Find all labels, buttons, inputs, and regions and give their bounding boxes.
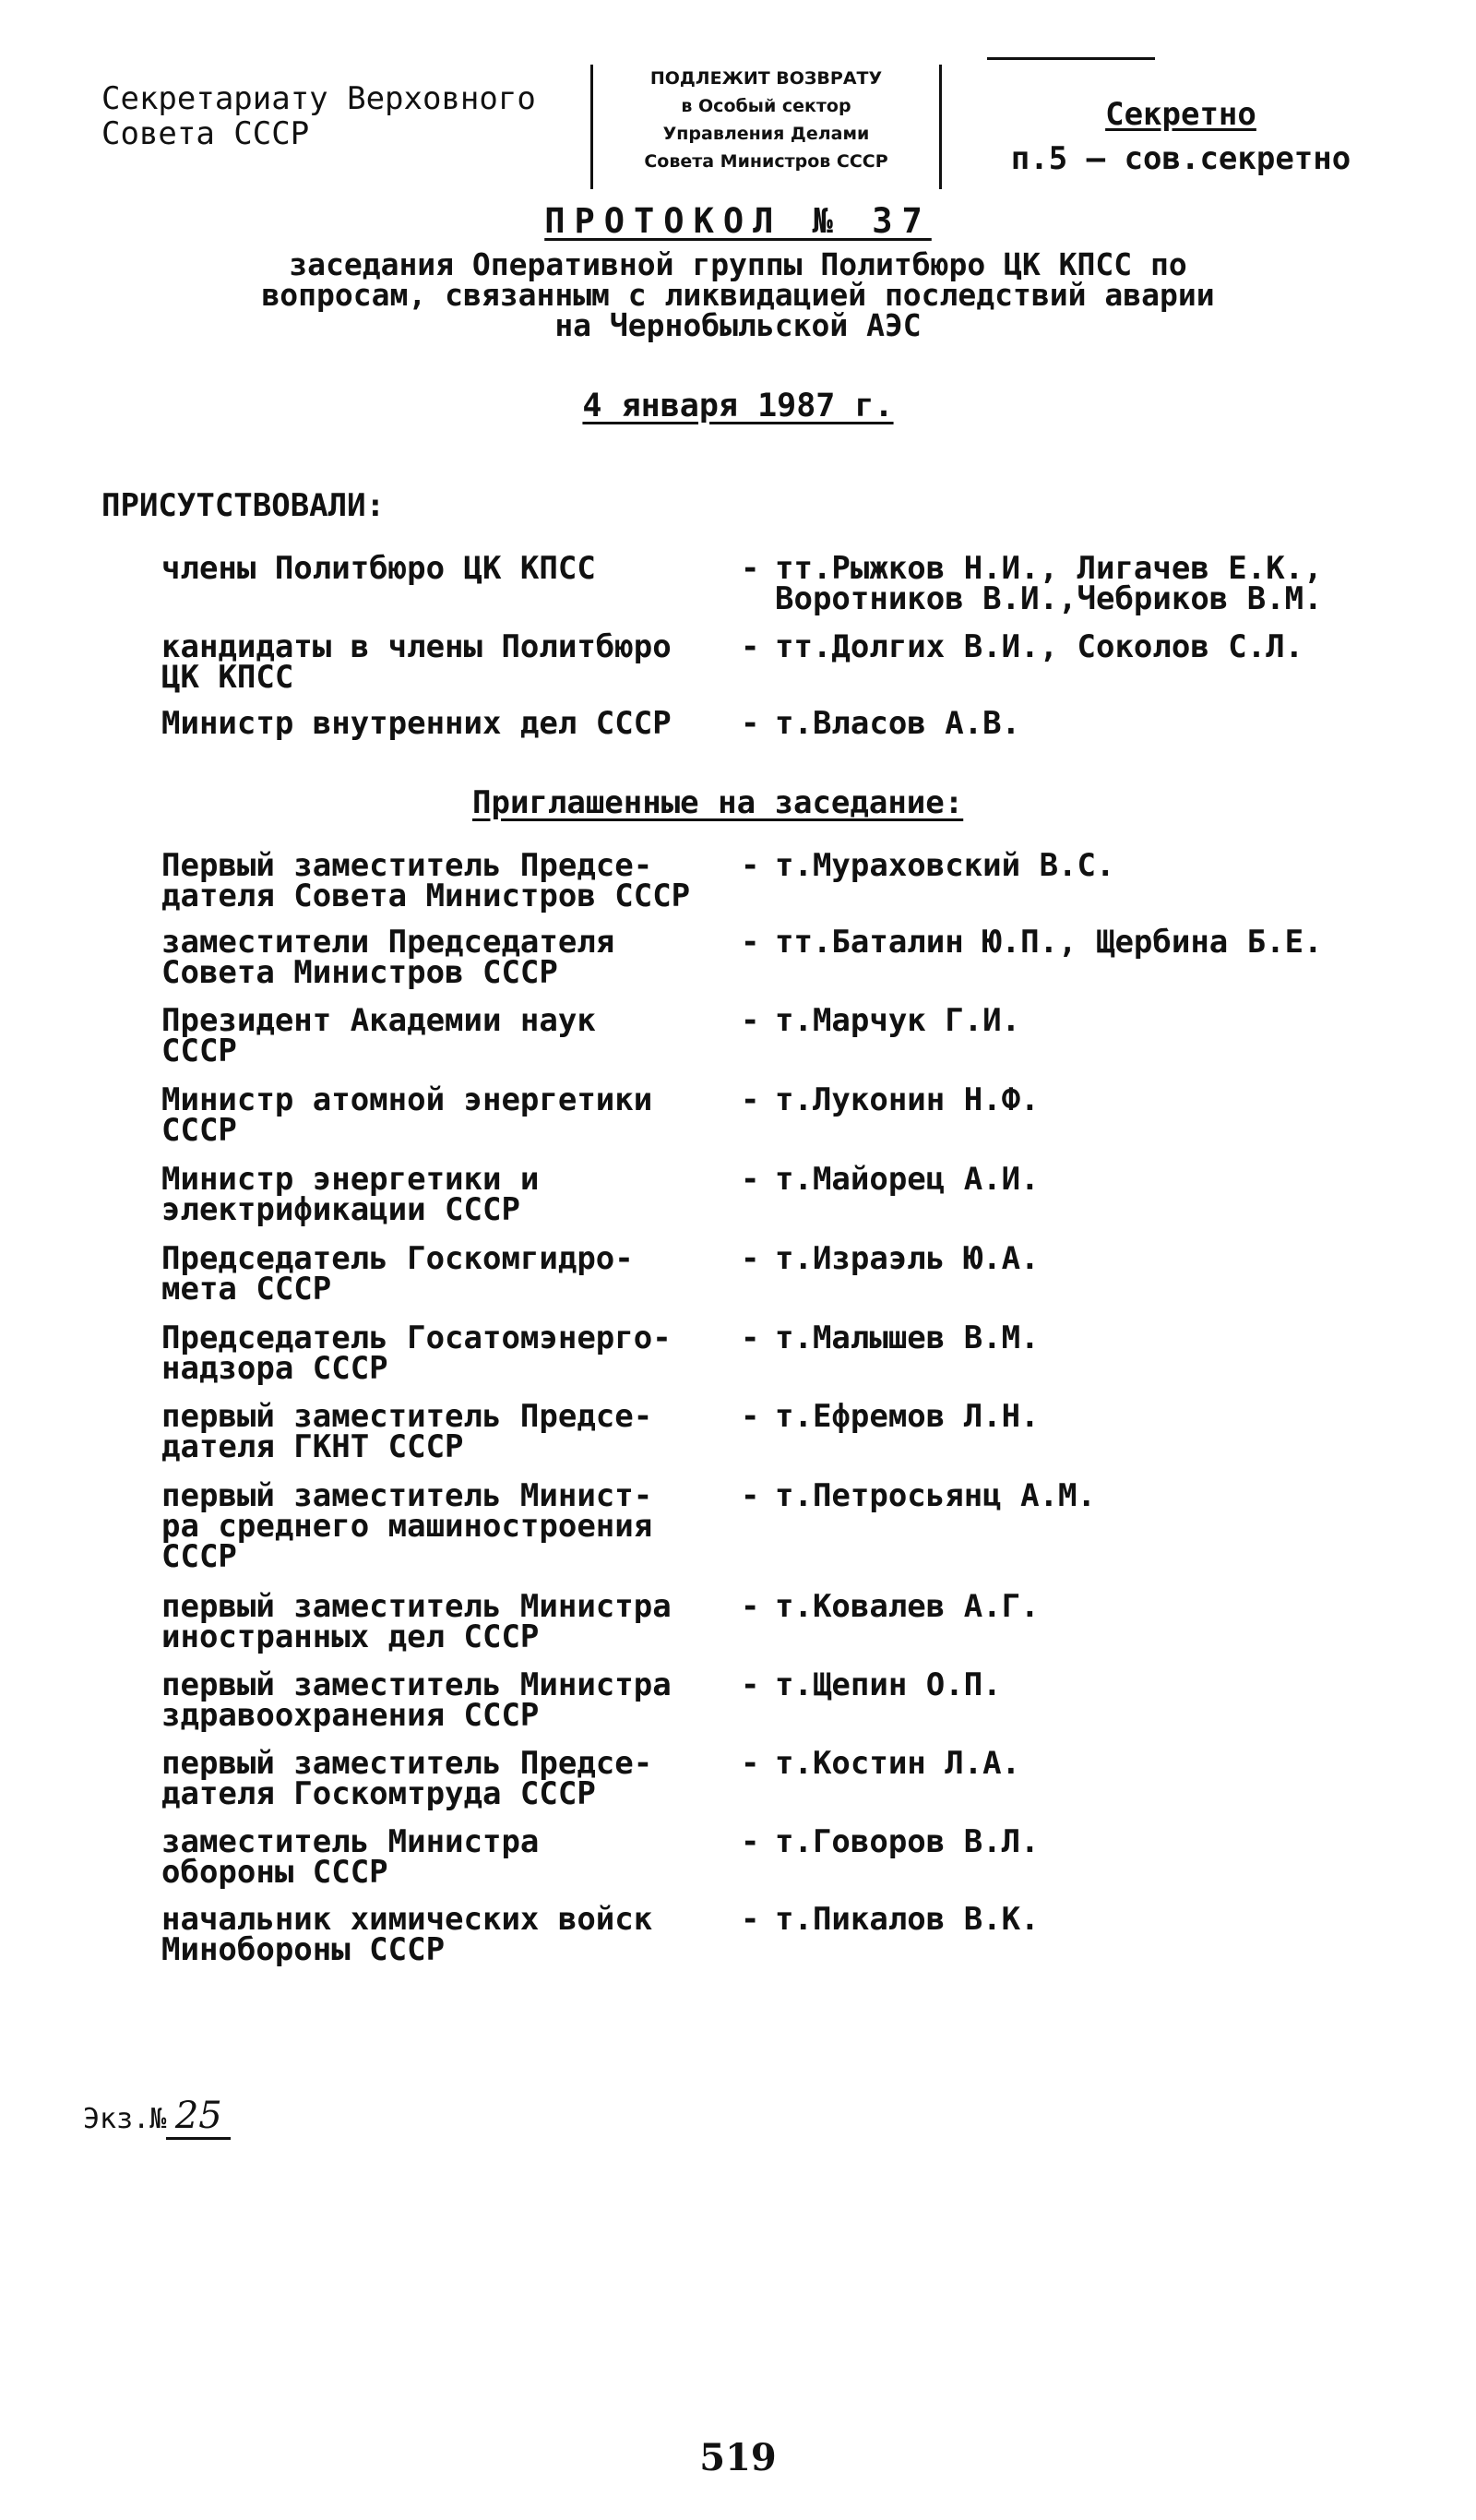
attendee-names: т.Ковалев А.Г. bbox=[775, 1588, 1040, 1625]
attendee-names: т.Костин Л.А. bbox=[775, 1745, 1021, 1782]
protocol-subtitle bbox=[0, 246, 1476, 343]
stamp-line: в Особый сектор bbox=[681, 96, 851, 116]
subtitle-text: заседания Оперативной группы Политбюро ЦК КПСС по вопросам, связанным с ликвидацией последствий аварии на Чернобыльской АЭС bbox=[261, 246, 1215, 343]
attendee-names: тт.Долгих В.И., Соколов С.Л. bbox=[775, 628, 1304, 665]
copy-number-value: 25 bbox=[166, 2095, 231, 2140]
attendee-names: тт.Баталин Ю.П., Щербина Б.Е. bbox=[775, 924, 1323, 961]
invited-heading bbox=[472, 784, 963, 821]
attendee-names: т.Щепин О.П. bbox=[775, 1666, 1002, 1703]
attendee-dash: - bbox=[741, 628, 760, 665]
page-number: 519 bbox=[699, 2436, 777, 2479]
attendee-dash: - bbox=[741, 1398, 760, 1435]
attendee-names: т.Марчук Г.И. bbox=[775, 1002, 1021, 1039]
attendee-dash: - bbox=[741, 847, 760, 884]
attendee-role: первый заместитель Минист- ра среднего машиностроения СССР bbox=[161, 1477, 653, 1575]
attendee-role: Министр энергетики и электрификации СССР bbox=[161, 1161, 540, 1228]
attendee-dash: - bbox=[741, 1745, 760, 1782]
attendee-dash: - bbox=[741, 1081, 760, 1118]
attendee-dash: - bbox=[741, 1161, 760, 1198]
attendee-role: Председатель Госатомэнерго- надзора СССР bbox=[161, 1320, 672, 1387]
attendee-dash: - bbox=[741, 1002, 760, 1039]
attendee-role: кандидаты в члены Политбюро ЦК КПСС bbox=[161, 628, 672, 696]
attendee-dash: - bbox=[741, 1240, 760, 1277]
attendee-role: члены Политбюро ЦК КПСС bbox=[161, 550, 596, 587]
protocol-title bbox=[0, 201, 1476, 242]
return-stamp bbox=[590, 65, 942, 189]
attendee-role: первый заместитель Предсе- дателя ГКНТ СССР bbox=[161, 1398, 653, 1465]
protocol-title-text: ПРОТОКОЛ № 37 bbox=[544, 201, 932, 241]
attendee-names: т.Мураховский В.С. bbox=[775, 847, 1115, 884]
attendee-dash: - bbox=[741, 1823, 760, 1860]
attendee-role: Председатель Госкомгидро- мета СССР bbox=[161, 1240, 634, 1308]
attendee-dash: - bbox=[741, 1320, 760, 1356]
attendee-role: первый заместитель Министра иностранных дел СССР bbox=[161, 1588, 672, 1655]
attendee-role: Министр внутренних дел СССР bbox=[161, 705, 672, 742]
secrecy-marking bbox=[1006, 92, 1356, 181]
attendee-names: т.Майорец А.И. bbox=[775, 1161, 1040, 1198]
meeting-date-text: 4 января 1987 г. bbox=[582, 388, 894, 424]
attendee-dash: - bbox=[741, 705, 760, 742]
attendee-role: первый заместитель Министра здравоохранения СССР bbox=[161, 1666, 672, 1734]
attendee-names: т.Ефремов Л.Н. bbox=[775, 1398, 1040, 1435]
attendee-role: первый заместитель Предсе- дателя Госкомтруда СССР bbox=[161, 1745, 653, 1812]
attendee-role: заместители Председателя Совета Министров СССР bbox=[161, 924, 615, 991]
addressee-line: Совета СССР bbox=[101, 115, 310, 152]
copy-label: Экз.№ bbox=[83, 2103, 167, 2135]
stamp-line: Совета Министров СССР bbox=[644, 151, 888, 172]
attendee-dash: - bbox=[741, 550, 760, 587]
invited-heading-text: Приглашенные на заседание: bbox=[472, 784, 964, 821]
attendee-dash: - bbox=[741, 1588, 760, 1625]
attendee-role: Президент Академии наук СССР bbox=[161, 1002, 596, 1069]
stamp-line: ПОДЛЕЖИТ ВОЗВРАТУ bbox=[649, 68, 883, 89]
attendee-names: т.Израэль Ю.А. bbox=[775, 1240, 1040, 1277]
attendee-names: т.Малышев В.М. bbox=[775, 1320, 1040, 1356]
header-rule bbox=[987, 57, 1155, 60]
attendee-role: заместитель Министра обороны СССР bbox=[161, 1823, 540, 1891]
present-heading: ПРИСУТСТВОВАЛИ: bbox=[101, 487, 386, 524]
attendee-role: начальник химических войск Минобороны СССР bbox=[161, 1901, 653, 1968]
attendee-dash: - bbox=[741, 1666, 760, 1703]
addressee-line: Секретариату Верховного bbox=[101, 80, 536, 117]
attendee-names: т.Петросьянц А.М. bbox=[775, 1477, 1096, 1514]
stamp-line: Управления Делами bbox=[662, 124, 870, 144]
secrecy-level: Секретно bbox=[1105, 96, 1256, 133]
copy-number bbox=[83, 2095, 231, 2140]
attendee-names: т.Говоров В.Л. bbox=[775, 1823, 1040, 1860]
attendee-names: т.Пикалов В.К. bbox=[775, 1901, 1040, 1938]
attendee-role: Министр атомной энергетики СССР bbox=[161, 1081, 653, 1149]
attendee-dash: - bbox=[741, 1477, 760, 1514]
attendee-names: т.Луконин Н.Ф. bbox=[775, 1081, 1040, 1118]
attendee-role: Первый заместитель Предсе- дателя Совета Министров СССР bbox=[161, 847, 691, 914]
attendee-names: т.Власов А.В. bbox=[775, 705, 1021, 742]
attendee-names: тт.Рыжков Н.И., Лигачев Е.К., Воротников В.И.,Чебриков В.М. bbox=[775, 550, 1323, 617]
attendee-dash: - bbox=[741, 1901, 760, 1938]
meeting-date bbox=[0, 388, 1476, 424]
addressee bbox=[101, 81, 536, 151]
attendee-dash: - bbox=[741, 924, 760, 961]
secrecy-clause: п.5 – сов.секретно bbox=[1010, 140, 1351, 177]
